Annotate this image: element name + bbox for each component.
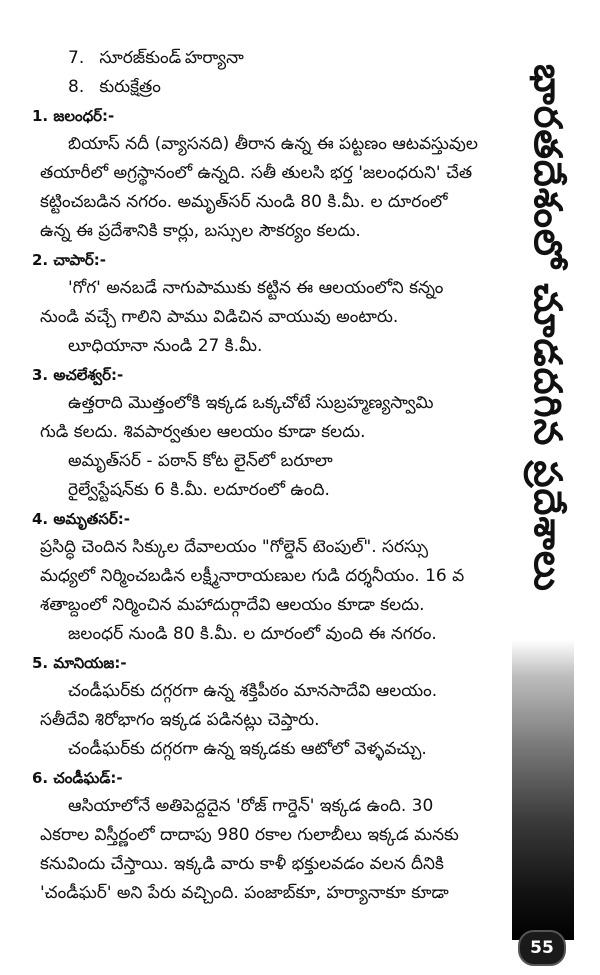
- section-heading: 3. అచలేశ్వర్:-: [32, 366, 124, 384]
- book-side-title: భారతదేశంలో చూడదగిన ప్రదేశాలు: [526, 63, 571, 592]
- list-item: [40, 73, 502, 102]
- paragraph-line: కనువిందు చేస్తాయి. ఇక్కడి వారు కాళీ భక్తులవడం వలన దీనికి: [40, 854, 444, 874]
- paragraph-line: ఆసియాలోనే అతిపెద్దదైన 'రోజ్ గార్డెన్' ఇక్కడ ఉంది. 30: [68, 796, 434, 816]
- paragraph-line: రైల్వేస్టేషన్‌కు 6 కి.మీ. లదూరంలో ఉంది.: [68, 480, 330, 500]
- paragraph-line: లూధియానా నుండి 27 కి.మీ.: [68, 336, 263, 356]
- list-item: [40, 44, 502, 73]
- section-heading: 2. చాపార్:-: [32, 251, 107, 269]
- paragraph-line: తయారీలో అగ్రస్థానంలో ఉన్నది. సతీ తులసి భర్త 'జలంధరుని' చేత: [40, 163, 473, 183]
- paragraph-line: ఎకరాల విస్తీర్ణంలో దాదాపు 980 రకాల గులాబీలు ఇక్కడ మనకు: [40, 825, 459, 845]
- paragraph-line: బియాస్ నదీ (వ్యాసనది) తీరాన ఉన్న ఈ పట్టణం ఆటవస్తువుల: [68, 134, 478, 154]
- side-title-strip: [512, 40, 574, 615]
- paragraph-line: సతీదేవి శిరోభాగం ఇక్కడ పడినట్లు చెప్తారు.: [40, 710, 320, 730]
- paragraph-line: చండీఘర్‌కు దగ్గరగా ఉన్న శక్తిపీఠం మానసాదేవి ఆలయం.: [68, 681, 438, 701]
- paragraph-line: శతాబ్దంలో నిర్మించిన మహాదుర్గాదేవి ఆలయం కూడా కలదు.: [40, 595, 425, 615]
- list-item-name: కురుక్షేత్రం: [99, 77, 161, 97]
- list-item-number: 7.: [68, 48, 85, 68]
- side-gradient-band: [512, 640, 574, 940]
- paragraph-line: మధ్యలో నిర్మించబడిన లక్ష్మీనారాయణుల గుడి దర్శనీయం. 16 వ: [40, 566, 465, 586]
- paragraph-line: గుడి కలదు. శివపార్వతుల ఆలయం కూడా కలదు.: [40, 422, 366, 442]
- paragraph-line: కట్టించబడిన నగరం. అమృత్‌సర్ నుండి 80 కి.మీ. ల దూరంలో: [40, 192, 448, 212]
- section-heading: 5. మానియజ:-: [32, 654, 127, 672]
- list-item-state: హర్యానా: [184, 48, 244, 68]
- section-heading: 6. చండీఘడ్:-: [32, 769, 123, 787]
- section-heading: 4. అమృతసర్:-: [32, 510, 130, 528]
- section-heading: 1. జలంధర్:-: [32, 107, 115, 125]
- paragraph-line: ఉత్తరాది మొత్తంలోకి ఇక్కడ ఒక్కచోటే సుబ్రహ్మణ్యస్వామి: [68, 393, 434, 413]
- page-number: 55: [518, 930, 566, 966]
- paragraph-line: ప్రసిద్ధి చెందిన సిక్కుల దేవాలయం "గోల్డెన్ టెంపుల్". సరస్సు: [40, 537, 429, 557]
- list-item-name: సూరజ్‌కుండ్: [99, 48, 182, 68]
- list-item-number: 8.: [68, 77, 85, 97]
- paragraph-line: 'చండీఘర్' అని పేరు వచ్చింది. పంజాబ్‌కూ, హర్యానాకూ కూడా: [40, 883, 449, 903]
- sections: [32, 102, 502, 908]
- page-content: [32, 44, 502, 908]
- paragraph-line: అమృత్‌సర్ - పఠాన్ కోట లైన్‌లో బరూలా: [68, 451, 333, 471]
- paragraph-line: ఉన్న ఈ ప్రదేశానికి కార్లు, బస్సుల సౌకర్యం కలదు.: [40, 221, 361, 241]
- paragraph-line: నుండి వచ్చే గాలిని పాము విడిచిన వాయువు అంటారు.: [40, 307, 399, 327]
- paragraph-line: చండీఘర్‌కు దగ్గరగా ఉన్న ఇక్కడకు ఆటోలో వెళ్ళవచ్చు.: [68, 739, 427, 759]
- paragraph-line: 'గోగ' అనబడే నాగుపాముకు కట్టిన ఈ ఆలయంలోని కన్నం: [68, 278, 444, 298]
- paragraph-line: జలంధర్ నుండి 80 కి.మీ. ల దూరంలో వుంది ఈ నగరం.: [68, 624, 437, 644]
